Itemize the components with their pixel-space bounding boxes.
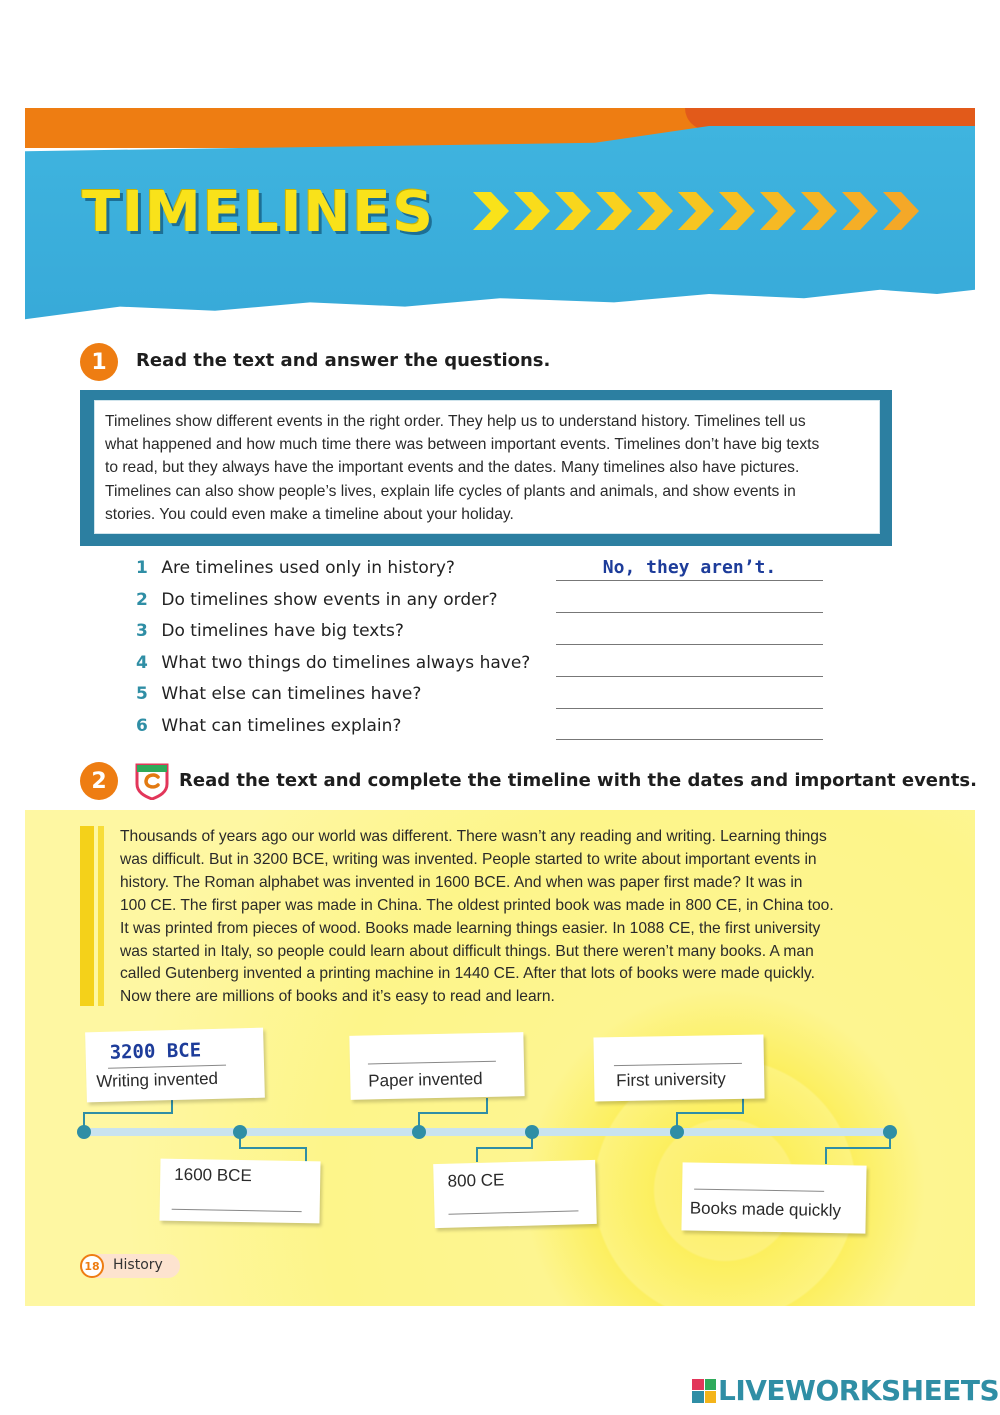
answer-line-6[interactable] (556, 739, 823, 740)
section-1-number: 1 (80, 343, 118, 381)
header-banner (25, 108, 975, 336)
timeline-card-writing (85, 1028, 265, 1103)
card-event-label: Writing invented (96, 1068, 219, 1092)
card-event-line[interactable] (448, 1210, 578, 1214)
answer-line-5[interactable] (556, 708, 823, 709)
section-2-instruction: Read the text and complete the timeline with the dates and important events. (179, 770, 977, 791)
section-1-instruction: Read the text and answer the questions. (136, 350, 551, 371)
question-text: What can timelines explain? (161, 716, 402, 736)
reading-text-1-line: Timelines show different events in the right order. They help us to understand history. Timelines tell us (105, 413, 806, 430)
chevron-mark (514, 192, 550, 230)
question-3 (136, 621, 404, 649)
card-event-line[interactable] (172, 1209, 302, 1212)
question-6 (136, 716, 401, 744)
page-title: TIMELINES (82, 180, 435, 245)
reading-text-2-line: Thousands of years ago our world was different. There wasn’t any reading and writing. Learning things (120, 828, 827, 845)
answer-line-4[interactable] (556, 676, 823, 677)
chevron-mark (801, 192, 837, 230)
reading-text-2-line: Now there are millions of books and it’s easy to read and learn. (120, 988, 555, 1006)
answer-line-3[interactable] (556, 644, 823, 645)
chevron-mark (760, 192, 796, 230)
yellow-accent-bar (80, 826, 94, 1006)
card-date-field[interactable]: 3200 BCE (109, 1039, 202, 1064)
timeline-card-printed-book (433, 1160, 597, 1228)
card-date-line[interactable] (694, 1189, 824, 1192)
c-shield-icon (134, 762, 170, 800)
liveworksheets-logo (692, 1374, 999, 1407)
question-number: 2 (136, 590, 148, 610)
reading-text-2-line: 100 CE. The first paper was made in China. The oldest printed book was made in 800 CE, in China too. (120, 896, 834, 914)
reading-text-2-line: was difficult. But in 3200 BCE, writing was invented. People started to write about important events in (120, 850, 817, 868)
question-text: Are timelines used only in history? (161, 558, 455, 578)
chevron-arrows-decoration (445, 186, 935, 236)
answer-line-1[interactable] (556, 580, 823, 581)
liveworksheets-icon (692, 1379, 716, 1403)
chevron-mark (883, 192, 919, 230)
chevron-mark (637, 192, 673, 230)
chevron-mark (842, 192, 878, 230)
reading-text-2-line: called Gutenberg invented a printing machine in 1440 CE. After that lots of books were made quickly. (120, 965, 815, 983)
card-event-label: Paper invented (368, 1069, 483, 1091)
reading-text-2-line: It was printed from pieces of wood. Books made learning things easier. In 1088 CE, the first university (120, 919, 821, 937)
reading-text-1-line: what happened and how much time there was between important events. Timelines don’t have big texts (105, 436, 820, 454)
question-number: 6 (136, 716, 148, 736)
question-text: Do timelines show events in any order? (161, 590, 498, 610)
answer-line-2[interactable] (556, 612, 823, 613)
chevron-mark (678, 192, 714, 230)
card-event-label: First university (616, 1069, 726, 1091)
timeline-card-books (681, 1162, 866, 1233)
section-2-number: 2 (80, 762, 118, 800)
timeline-card-paper (349, 1032, 524, 1100)
question-text: Do timelines have big texts? (161, 621, 404, 641)
question-text: What else can timelines have? (161, 684, 422, 704)
timeline-card-alphabet (159, 1159, 320, 1224)
answer-field-1[interactable]: No, they aren’t. (602, 557, 777, 578)
reading-text-1-line: to read, but they always have the important events and the dates. Many timelines also have pictures. (105, 459, 800, 477)
reading-text-2 (120, 826, 890, 1009)
reading-text-2-line: was started in Italy, so people could learn about difficult things. But there weren’t many books. A man (120, 942, 814, 960)
timeline-card-university (593, 1035, 764, 1102)
question-number: 4 (136, 653, 148, 673)
question-number: 5 (136, 684, 148, 704)
liveworksheets-wordmark: LIVEWORKSHEETS (718, 1374, 1000, 1407)
card-date-label: 1600 BCE (174, 1164, 252, 1186)
chevron-mark (719, 192, 755, 230)
reading-text-1-line: Timelines can also show people’s lives, explain life cycles of plants and animals, and show events in (105, 482, 796, 500)
chevron-mark (596, 192, 632, 230)
reading-text-1 (105, 410, 875, 526)
chevron-mark (555, 192, 591, 230)
question-number: 3 (136, 621, 148, 641)
reading-text-2-line: history. The Roman alphabet was invented in 1600 BCE. And when was paper first made? It was in (120, 873, 803, 891)
question-1 (136, 558, 455, 586)
card-date-label: 800 CE (447, 1170, 505, 1191)
card-date-line[interactable] (368, 1061, 496, 1065)
yellow-accent-bar-thin (98, 826, 104, 1006)
question-2 (136, 590, 498, 618)
question-number: 1 (136, 558, 148, 578)
card-event-label: Books made quickly (689, 1198, 842, 1221)
reading-text-1-line: stories. You could even make a timeline about your holiday. (105, 505, 514, 523)
question-4 (136, 653, 530, 681)
chevron-mark (473, 192, 509, 230)
question-5 (136, 684, 421, 712)
page-subject: History (113, 1257, 163, 1273)
page-number: 18 (80, 1254, 104, 1278)
question-text: What two things do timelines always have? (161, 653, 531, 673)
card-date-line[interactable] (614, 1063, 742, 1066)
